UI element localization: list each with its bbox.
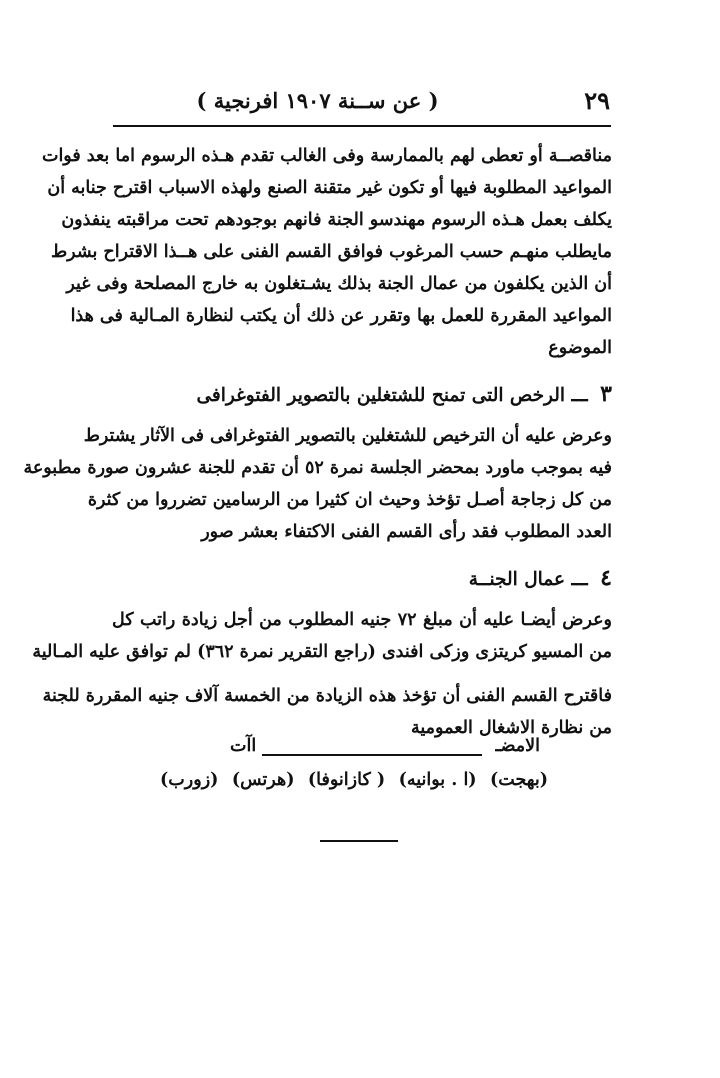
text-line: المواعيد المقررة للعمل بها وتقرر عن ذلك أن يكتب لنظارة المـالية فى هذا [70, 306, 612, 326]
signature-label: الامضـ [495, 736, 540, 756]
paragraph-1 [41, 140, 612, 364]
section-number: ٣ [600, 381, 612, 407]
running-head: ( عن ســنة ١٩٠٧ افرنجية ) [196, 88, 439, 113]
header-rule [113, 125, 611, 127]
signature-suffix: اآت [230, 736, 257, 756]
signatory-name: (بهجت) [490, 770, 548, 790]
page-number: ٢٩ [584, 86, 610, 115]
section-number: ٤ [600, 565, 612, 591]
end-rule [320, 840, 398, 842]
signatory-name: (هرتس) [231, 770, 295, 790]
signatories [160, 770, 548, 790]
text-line: أن الذين يكلفون من عمال الجنة بذلك يشـتغلون به خارج المصلحة وفى غير [66, 274, 612, 294]
section-title: ـــ عمال الجنــة [468, 569, 588, 590]
text-line: المواعيد المطلوبة فيها أو تكون غير متقنة الصنع ولهذه الاسباب اقترح جنابه أن [47, 178, 612, 198]
signatory-name: (ا . بوانيه) [398, 770, 477, 790]
signature-line [200, 736, 540, 766]
text-line: من المسيو كريتزى وزكى افندى (راجع التقرير نمرة ٣٦٢) لم توافق عليه المـالية [32, 642, 612, 662]
text-line: فيه بموجب ماورد بمحضر الجلسة نمرة ٥٢ أن تقدم للجنة عشرون صورة مطبوعة [23, 458, 612, 478]
body-text [23, 140, 612, 744]
text-line: من كل زجاجة أصـل تؤخذ وحيث ان كثيرا من الرسامين تضرروا من كثرة [87, 490, 612, 510]
paragraph-gap [112, 668, 612, 680]
text-line: وعرض أيضـا عليه أن مبلغ ٧٢ جنيه المطلوب من أجل زيادة راتب كل [112, 610, 612, 630]
section-heading-4 [112, 562, 612, 596]
text-line: مايطلب منهـم حسب المرغوب فوافق القسم الفنى على هــذا الاقتراح بشرط [51, 242, 612, 262]
text-line: الموضوع [548, 338, 612, 358]
signature-dash [262, 754, 482, 756]
paragraph-4 [42, 680, 612, 744]
signatory-name: (زورب) [160, 770, 219, 790]
paragraph-3 [32, 604, 612, 668]
page-header [115, 86, 610, 126]
text-line: يكلف بعمل هـذه الرسوم مهندسو الجنة فانهم بوجودهم تحت مراقبته ينفذون [61, 210, 612, 230]
text-line: فاقترح القسم الفنى أن تؤخذ هذه الزيادة من الخمسة آلاف جنيه المقررة للجنة [42, 686, 612, 706]
paragraph-2 [23, 420, 612, 548]
text-line: وعرض عليه أن الترخيص للشتغلين بالتصوير الفتوغرافى فى الآثار يشترط [83, 426, 612, 446]
signatory-name: ( كازانوفا) [307, 770, 386, 790]
text-line: العدد المطلوب فقد رأى القسم الفنى الاكتفاء بعشر صور [201, 522, 612, 542]
text-line: من نظارة الاشغال العمومية [411, 718, 612, 738]
section-heading-3 [112, 378, 612, 412]
section-title: ـــ الرخص التى تمنح للشتغلين بالتصوير الفتوغرافى [196, 385, 588, 406]
text-line: مناقصــة أو تعطى لهم بالممارسة وفى الغالب تقدم هـذه الرسوم اما بعد فوات [41, 146, 612, 166]
